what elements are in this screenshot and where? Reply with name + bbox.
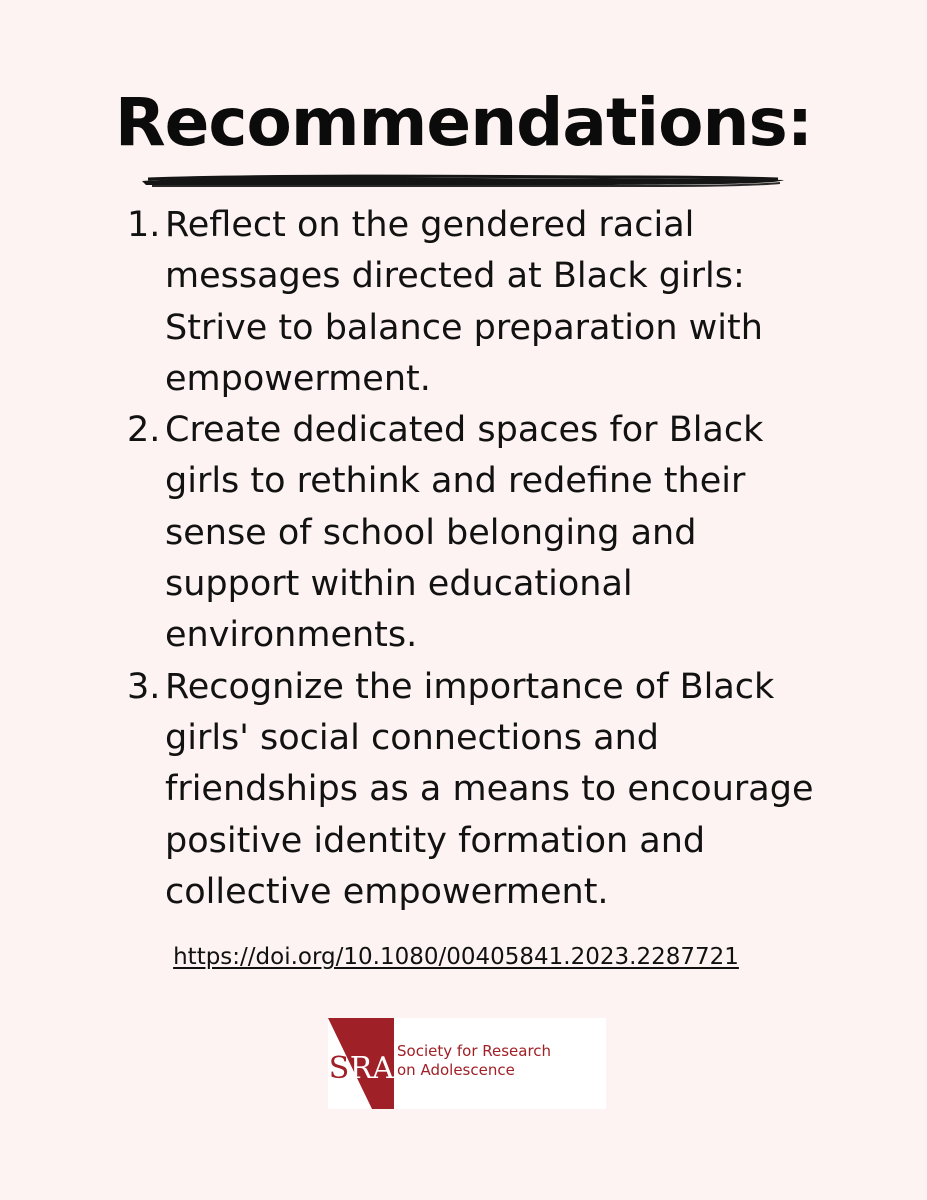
recommendation-text-line: friendships as a means to encourage (165, 769, 814, 810)
recommendation-text-line: support within educational (165, 564, 633, 605)
sra-name-line-1: Society for Research (397, 1042, 552, 1060)
recommendation-text-line: environments. (165, 615, 418, 656)
recommendations-list (127, 200, 847, 918)
sra-logo (328, 1018, 606, 1109)
recommendation-text-line: Create dedicated spaces for Black (165, 410, 764, 451)
recommendation-number: 3. (127, 666, 161, 707)
sra-initial-s: S (328, 1051, 350, 1086)
recommendation-text-line: girls' social connections and (165, 717, 659, 758)
recommendation-text-line: collective empowerment. (165, 871, 609, 912)
recommendation-text-line: girls to rethink and redefine their (165, 461, 746, 502)
doi-link[interactable]: https://doi.org/10.1080/00405841.2023.2287721 (173, 944, 739, 970)
sra-logo-mark (328, 1018, 394, 1109)
sra-name-line-2: on Adolescence (397, 1061, 515, 1079)
brush-stroke-underline (138, 170, 788, 192)
recommendation-item (127, 200, 847, 405)
recommendation-number: 2. (127, 410, 161, 451)
recommendation-text-line: positive identity formation and (165, 820, 706, 861)
recommendation-text-line: Reflect on the gendered racial (165, 205, 695, 245)
recommendation-text-line: Strive to balance preparation with (165, 307, 763, 348)
sra-initial-a: A (372, 1051, 394, 1086)
recommendation-text-line: sense of school belonging and (165, 512, 697, 553)
sra-logo-text (397, 1042, 551, 1080)
page-title: Recommendations: (114, 84, 813, 161)
recommendation-item (127, 405, 847, 661)
recommendation-text-line: empowerment. (165, 358, 431, 399)
recommendation-item (127, 662, 847, 918)
recommendation-number: 1. (127, 205, 161, 245)
recommendation-text-line: messages directed at Black girls: (165, 256, 745, 297)
sra-logo-initials (329, 1051, 394, 1086)
sra-initial-r: R (349, 1051, 373, 1086)
recommendation-text-line: Recognize the importance of Black (165, 666, 775, 707)
